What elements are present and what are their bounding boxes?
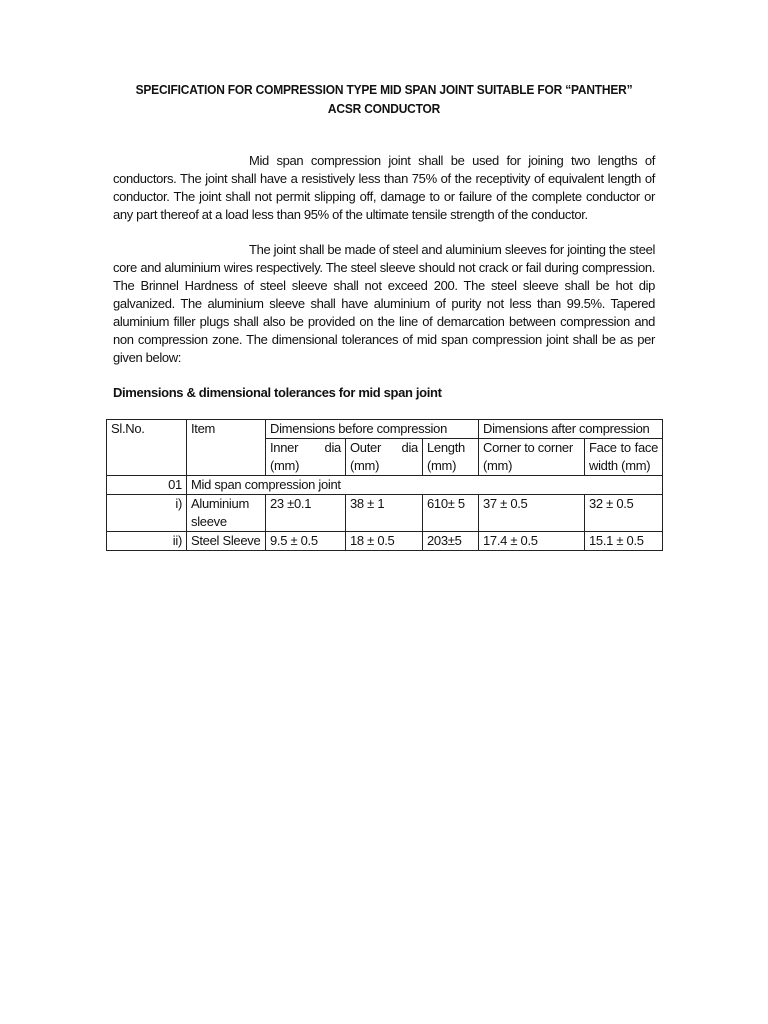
- row-slno: ii): [107, 532, 187, 551]
- title-line-2: ACSR CONDUCTOR: [327, 101, 441, 116]
- header-before-compression: Dimensions before compression: [266, 420, 479, 439]
- title-line-1: SPECIFICATION FOR COMPRESSION TYPE MID SPAN JOINT SUITABLE FOR “PANTHER”: [135, 82, 633, 97]
- row-slno: i): [107, 495, 187, 532]
- row-inner-dia: 23 ±0.1: [266, 495, 346, 532]
- row-length: 610± 5: [423, 495, 479, 532]
- header-slno: Sl.No.: [107, 420, 187, 476]
- table-heading: Dimensions & dimensional tolerances for mid span joint: [113, 385, 442, 400]
- header-length: Length (mm): [423, 439, 479, 476]
- row-face-to-face: 15.1 ± 0.5: [585, 532, 663, 551]
- row-face-to-face: 32 ± 0.5: [585, 495, 663, 532]
- paragraph-sleeve-material: The joint shall be made of steel and aluminium sleeves for jointing the steel core and aluminium wires respectively. The steel sleeve should not crack or fail during compression. The Brinnel Hardness of steel sleeve shall not exceed 200. The steel sleeve shall be hot dip galvanized. The aluminium sleeve shall have aluminium of purity not less than 99.5%. Tapered aluminium filler plugs shall also be provided on the line of demarcation between compression and non compression zone. The dimensional tolerances of mid span compression joint shall be as per given below:: [113, 242, 655, 365]
- table-header-row: [107, 420, 663, 439]
- header-face-to-face: Face to face width (mm): [585, 439, 663, 476]
- document-title: [128, 80, 640, 118]
- header-corner-to-corner: Corner to corner (mm): [479, 439, 585, 476]
- row-length: 203±5: [423, 532, 479, 551]
- header-outer-dia: Outer dia (mm): [346, 439, 423, 476]
- row-item: Aluminium sleeve: [187, 495, 266, 532]
- row-item: Steel Sleeve: [187, 532, 266, 551]
- table-group-row: [107, 476, 663, 495]
- table-row: [107, 495, 663, 532]
- row-outer-dia: 18 ± 0.5: [346, 532, 423, 551]
- header-inner-dia: Inner dia (mm): [266, 439, 346, 476]
- header-item: Item: [187, 420, 266, 476]
- table-row: [107, 532, 663, 551]
- row-corner-to-corner: 17.4 ± 0.5: [479, 532, 585, 551]
- paragraph-joint-usage: Mid span compression joint shall be used for joining two lengths of conductors. The joint shall have a resistively less than 75% of the receptivity of equivalent length of conductor. The joint shall not permit slipping off, damage to or failure of the complete conductor or any part thereof at a load less than 95% of the ultimate tensile strength of the conductor.: [113, 153, 655, 222]
- header-after-compression: Dimensions after compression: [479, 420, 663, 439]
- row-inner-dia: 9.5 ± 0.5: [266, 532, 346, 551]
- row-corner-to-corner: 37 ± 0.5: [479, 495, 585, 532]
- row-outer-dia: 38 ± 1: [346, 495, 423, 532]
- dimensions-table: [106, 419, 663, 551]
- group-slno: 01: [107, 476, 187, 495]
- group-item: Mid span compression joint: [187, 476, 663, 495]
